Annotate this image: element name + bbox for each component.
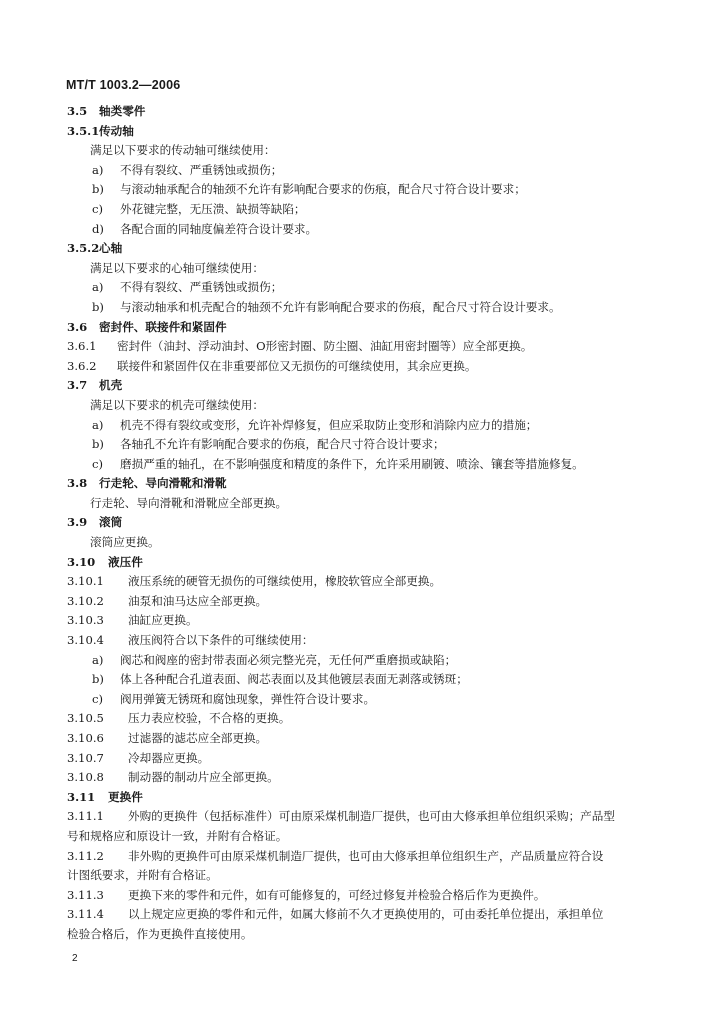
section-heading xyxy=(0,474,707,494)
clause-number: 3.10 xyxy=(67,554,96,569)
line-text: 满足以下要求的心轴可继续使用： xyxy=(90,260,264,275)
line-text: 油泵和油马达应全部更换。 xyxy=(128,593,268,608)
clause-number: 3.10.1 xyxy=(67,574,104,589)
line-text: 以上规定应更换的零件和元件，如属大修前不久才更换使用的，可由委托单位提出，承担单位 xyxy=(128,907,604,922)
line-text: 更换下来的零件和元件，如有可能修复的，可经过修复并检验合格后作为更换件。 xyxy=(128,887,546,902)
list-marker: c) xyxy=(92,456,104,471)
clause-line xyxy=(0,631,707,651)
line-text: 磨损严重的轴孔，在不影响强度和精度的条件下，允许采用刷镀、喷涂、镶套等措施修复。 xyxy=(120,456,584,471)
page-number: 2 xyxy=(72,953,78,964)
line-text: 联接件和紧固件仅在非重要部位又无损伤的可继续使用，其余应更换。 xyxy=(117,358,477,373)
line-text: 液压阀符合以下条件的可继续使用： xyxy=(128,633,314,648)
line-text: 非外购的更换件可由原采煤机制造厂提供，也可由大修承担单位组织生产，产品质量应符合设 xyxy=(128,848,604,863)
paragraph-line xyxy=(0,396,707,416)
clause-number: 3.10.6 xyxy=(67,731,104,745)
list-marker: b) xyxy=(92,182,104,197)
section-title: 密封件、联接件和紧固件 xyxy=(99,319,227,334)
clause-number: 3.6.2 xyxy=(67,358,97,373)
clause-number: 3.6.1 xyxy=(67,339,97,354)
section-heading xyxy=(0,102,707,122)
line-text: 各配合面的同轴度偏差符合设计要求。 xyxy=(120,221,318,236)
document-header: MT/T 1003.2—2006 xyxy=(66,78,181,92)
section-heading xyxy=(0,376,707,396)
line-text: 滚筒应更换。 xyxy=(90,535,160,550)
clause-number: 3.11.4 xyxy=(67,907,104,922)
clause-number: 3.11.2 xyxy=(67,848,104,863)
clause-line xyxy=(0,847,707,867)
paragraph-line xyxy=(0,494,707,514)
list-marker: b) xyxy=(92,437,104,452)
section-heading xyxy=(0,788,707,808)
clause-number: 3.9 xyxy=(67,515,88,530)
line-text: 行走轮、导向滑靴和滑靴应全部更换。 xyxy=(90,495,288,510)
document-body xyxy=(0,102,707,945)
list-item xyxy=(0,455,707,475)
clause-line xyxy=(0,749,707,769)
clause-line xyxy=(0,768,707,788)
list-marker: c) xyxy=(92,691,104,706)
clause-number: 3.5.2 xyxy=(67,241,100,256)
section-title: 更换件 xyxy=(108,789,143,804)
list-marker: a) xyxy=(92,417,104,432)
section-title: 液压件 xyxy=(108,554,143,569)
list-item xyxy=(0,416,707,436)
section-heading xyxy=(0,122,707,142)
continuation-line xyxy=(0,866,707,886)
line-text: 阀芯和阀座的密封带表面必须完整光亮，无任何严重磨损或缺陷； xyxy=(120,652,457,667)
line-text: 机壳不得有裂纹或变形，允许补焊修复，但应采取防止变形和消除内应力的措施； xyxy=(120,417,538,432)
list-item xyxy=(0,651,707,671)
line-text: 液压系统的硬管无损伤的可继续使用，橡胶软管应全部更换。 xyxy=(128,574,442,589)
line-text: 油缸应更换。 xyxy=(128,613,198,628)
clause-number: 3.10.8 xyxy=(67,770,104,785)
list-item xyxy=(0,298,707,318)
clause-number: 3.10.4 xyxy=(67,633,104,648)
clause-line xyxy=(0,611,707,631)
line-text: 外购的更换件（包括标准件）可由原采煤机制造厂提供，也可由大修承担单位组织采购；产品型 xyxy=(128,809,615,824)
list-item xyxy=(0,180,707,200)
line-text: 各轴孔不允许有影响配合要求的伤痕，配合尺寸符合设计要求； xyxy=(120,437,445,452)
list-marker: c) xyxy=(92,201,104,216)
line-text: 过滤器的滤芯应全部更换。 xyxy=(128,731,268,745)
clause-number: 3.8 xyxy=(67,476,88,491)
section-heading xyxy=(0,513,707,533)
section-title: 轴类零件 xyxy=(99,104,146,118)
section-heading xyxy=(0,553,707,573)
section-title: 滚筒 xyxy=(99,515,123,530)
line-text: 体上各种配合孔道表面、阀芯表面以及其他镀层表面无剥落或锈斑； xyxy=(120,672,468,687)
line-text: 满足以下要求的传动轴可继续使用： xyxy=(90,143,276,158)
paragraph-line xyxy=(0,259,707,279)
line-text: 不得有裂纹、严重锈蚀或损伤； xyxy=(120,280,283,295)
section-heading xyxy=(0,239,707,259)
list-marker: a) xyxy=(92,280,104,295)
clause-number: 3.10.3 xyxy=(67,613,104,628)
list-item xyxy=(0,200,707,220)
list-marker: a) xyxy=(92,162,104,177)
clause-line xyxy=(0,886,707,906)
list-marker: a) xyxy=(92,652,104,667)
clause-number: 3.7 xyxy=(67,378,88,393)
clause-line xyxy=(0,337,707,357)
clause-number: 3.6 xyxy=(67,319,88,334)
line-text: 满足以下要求的机壳可继续使用： xyxy=(90,397,264,412)
clause-number: 3.5.1 xyxy=(67,123,100,138)
section-title: 心轴 xyxy=(99,241,123,256)
continuation-line xyxy=(0,827,707,847)
clause-number: 3.10.2 xyxy=(67,593,104,608)
clause-number: 3.10.7 xyxy=(67,750,104,765)
clause-number: 3.11.1 xyxy=(67,809,104,824)
list-item xyxy=(0,435,707,455)
section-title: 机壳 xyxy=(99,378,123,393)
list-marker: b) xyxy=(92,299,104,314)
section-title: 行走轮、导向滑靴和滑靴 xyxy=(99,476,227,491)
clause-line xyxy=(0,729,707,749)
clause-line xyxy=(0,905,707,925)
line-text: 阀用弹簧无锈斑和腐蚀现象，弹性符合设计要求。 xyxy=(120,691,376,706)
line-text: 与滚动轴承和机壳配合的轴颈不允许有影响配合要求的伤痕，配合尺寸符合设计要求。 xyxy=(120,299,561,314)
paragraph-line xyxy=(0,141,707,161)
list-item xyxy=(0,161,707,181)
section-title: 传动轴 xyxy=(99,123,134,138)
list-item xyxy=(0,670,707,690)
list-marker: b) xyxy=(92,672,104,687)
clause-number: 3.10.5 xyxy=(67,711,104,726)
line-text: 检验合格后，作为更换件直接使用。 xyxy=(67,926,253,941)
line-text: 不得有裂纹、严重锈蚀或损伤； xyxy=(120,162,283,177)
line-text: 密封件（油封、浮动油封、O形密封圈、防尘圈、油缸用密封圈等）应全部更换。 xyxy=(117,339,533,354)
clause-number: 3.11 xyxy=(67,789,96,804)
clause-number: 3.11.3 xyxy=(67,887,104,902)
line-text: 冷却器应更换。 xyxy=(128,750,210,765)
line-text: 号和规格应和原设计一致，并附有合格证。 xyxy=(67,828,288,843)
list-marker: d) xyxy=(92,221,104,236)
line-text: 计图纸要求，并附有合格证。 xyxy=(67,868,218,883)
continuation-line xyxy=(0,925,707,945)
line-text: 制动器的制动片应全部更换。 xyxy=(128,770,279,785)
clause-line xyxy=(0,807,707,827)
list-item xyxy=(0,278,707,298)
line-text: 外花键完整，无压溃、缺损等缺陷； xyxy=(120,201,306,216)
clause-number: 3.5 xyxy=(67,104,88,118)
clause-line xyxy=(0,572,707,592)
clause-line xyxy=(0,709,707,729)
clause-line xyxy=(0,592,707,612)
paragraph-line xyxy=(0,533,707,553)
clause-line xyxy=(0,357,707,377)
line-text: 与滚动轴承配合的轴颈不允许有影响配合要求的伤痕，配合尺寸符合设计要求； xyxy=(120,182,526,197)
list-item xyxy=(0,690,707,710)
list-item xyxy=(0,220,707,240)
line-text: 压力表应校验，不合格的更换。 xyxy=(128,711,291,726)
section-heading xyxy=(0,318,707,338)
